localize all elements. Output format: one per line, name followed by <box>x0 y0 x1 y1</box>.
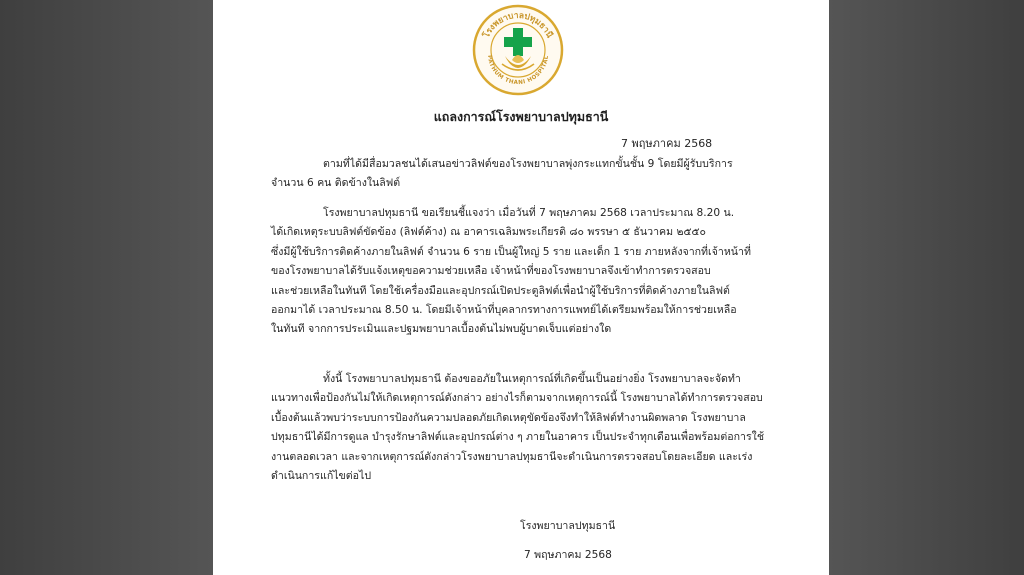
statement-document <box>213 0 829 575</box>
statement-title: แถลงการณ์โรงพยาบาลปทุมธานี <box>433 109 609 124</box>
logo-text-en: PATHUM THANI HOSPITAL <box>485 54 551 87</box>
logo-text-thai: โรงพยาบาลปทุมธานี <box>481 10 555 40</box>
paragraph-clarification: โรงพยาบาลปทุมธานี ขอเรียนชี้แจงว่า เมื่อวันที่ 7 พฤษภาคม 2568 เวลาประมาณ 8.20 น. ได้เกิดเหตุระบบลิฟต์ขัดข้อง (ลิฟต์ค้าง) ณ อาคารเฉลิมพระเกียรติ ๘๐ พรรษา ๕ ธันวาคม ๒๕๕๐ ซึ่งมีผู้ใช้บริการติดค้างภายในลิฟต์ จำนวน 6 ราย เป็นผู้ใหญ่ 5 ราย และเด็ก 1 ราย ภายหลังจากที่เจ้าหน้าที่ ของโรงพยาบาลได้รับแจ้งเหตุขอความช่วยเหลือ เจ้าหน้าที่ของโรงพยาบาลจึงเข้าทำการตรวจสอบ และช่วยเหลือในทันที โดยใช้เครื่องมือและอุปกรณ์เปิดประตูลิฟต์เพื่อนำผู้ใช้บริการที่ติดค้างภายในลิฟต์ ออกมาได้ เวลาประมาณ 8.50 น. โดยมีเจ้าหน้าที่บุคลากรทางการแพทย์ได้เตรียมพร้อมให้การช่วยเหลือ ในทันที จากการประเมินและปฐมพยาบาลเบื้องต้นไม่พบผู้บาดเจ็บแต่อย่างใด <box>271 207 751 336</box>
signature-date: 7 พฤษภาคม 2568 <box>524 549 612 561</box>
paragraph-apology: ทั้งนี้ โรงพยาบาลปทุมธานี ต้องขออภัยในเหตุการณ์ที่เกิดขึ้นเป็นอย่างยิ่ง โรงพยาบาลจะจัดทำ แนวทางเพื่อป้องกันไม่ให้เกิดเหตุการณ์ดังกล่าว อย่างไรก็ตามจากเหตุการณ์นี้ โรงพยาบาลได้ทำการตรวจสอบ เบื้องต้นแล้วพบว่าระบบการป้องกันความปลอดภัยเกิดเหตุขัดข้องจึงทำให้ลิฟต์ทำงานผิดพลาด โรงพยาบาล ปทุมธานีได้มีการดูแล บำรุงรักษาลิฟต์และอุปกรณ์ต่าง ๆ ภายในอาคาร เป็นประจำทุกเดือนเพื่อพร้อมต่อการใช้ งานตลอดเวลา และจากเหตุการณ์ดังกล่าวโรงพยาบาลปทุมธานีจะดำเนินการตรวจสอบโดยละเอียด และเร่ง ดำเนินการแก้ไขต่อไป <box>271 373 765 483</box>
signature-name: โรงพยาบาลปทุมธานี <box>520 520 616 532</box>
left-backdrop <box>0 0 213 575</box>
paragraph-intro: ตามที่ได้มีสื่อมวลชนได้เสนอข่าวลิฟต์ของโรงพยาบาลพุ่งกระแทกขั้นชั้น 9 โดยมีผู้รับบริการ จำนวน 6 คน ติดข้างในลิฟต์ <box>271 158 733 190</box>
hospital-logo-icon <box>472 4 564 96</box>
statement-date: 7 พฤษภาคม 2568 <box>621 137 713 150</box>
right-backdrop <box>829 0 1024 575</box>
